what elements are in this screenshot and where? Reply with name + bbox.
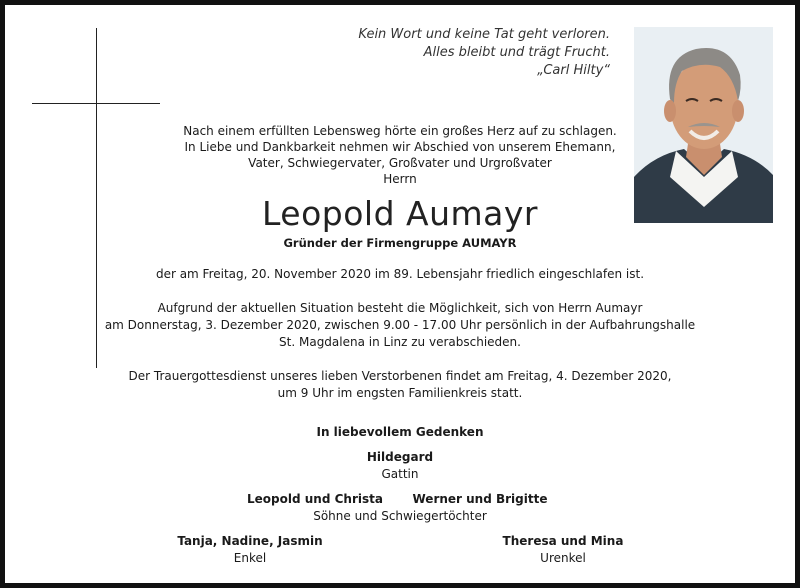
service-paragraph [60, 368, 740, 402]
greatgrandchildren-role: Urenkel [540, 551, 586, 565]
sons-role: Söhne und Schwiegertöchter [313, 509, 487, 523]
mourners-heading: In liebevollem Gedenken [316, 425, 484, 439]
intro-line-1: Nach einem erfüllten Lebensweg hörte ein großes Herz auf zu schlagen. [183, 124, 617, 138]
greatgrandchildren-names: Theresa und Mina [502, 534, 624, 548]
quote-line-2: Alles bleibt und trägt Frucht. [423, 45, 610, 60]
deceased-subtitle: Gründer der Firmengruppe AUMAYR [283, 236, 517, 250]
grandchildren-names: Tanja, Nadine, Jasmin [177, 534, 323, 548]
son-couple-2: Werner und Brigitte [412, 492, 548, 506]
intro-line-4: Herrn [383, 172, 417, 186]
farewell-line-2: am Donnerstag, 3. Dezember 2020, zwischen 9.00 - 17.00 Uhr persönlich in der Aufbahrungshalle [104, 318, 696, 332]
death-notice: der am Freitag, 20. November 2020 im 89. Lebensjahr friedlich eingeschlafen ist. [155, 267, 645, 281]
farewell-paragraph [60, 300, 740, 351]
quote-line-1: Kein Wort und keine Tat geht verloren. [358, 27, 610, 42]
grandchildren-role: Enkel [233, 551, 267, 565]
wife-name: Hildegard [366, 450, 434, 464]
deceased-name: Leopold Aumayr [262, 194, 538, 233]
intro-line-3: Vater, Schwiegervater, Großvater und Urgroßvater [248, 156, 552, 170]
quote-block [358, 26, 610, 80]
farewell-line-1: Aufgrund der aktuellen Situation besteht die Möglichkeit, sich von Herrn Aumayr [157, 301, 643, 315]
farewell-line-3: St. Magdalena in Linz zu verabschieden. [279, 335, 521, 349]
intro-line-2: In Liebe und Dankbarkeit nehmen wir Abschied von unserem Ehemann, [184, 140, 616, 154]
cross-horizontal-line [32, 103, 160, 104]
intro-text [130, 123, 670, 187]
service-line-2: um 9 Uhr im engsten Familienkreis statt. [277, 386, 523, 400]
wife-role: Gattin [381, 467, 419, 481]
son-couple-1: Leopold und Christa [247, 492, 383, 506]
service-line-1: Der Trauergottesdienst unseres lieben Verstorbenen findet am Freitag, 4. Dezember 2020, [128, 369, 672, 383]
quote-author: „Carl Hilty“ [537, 63, 610, 78]
